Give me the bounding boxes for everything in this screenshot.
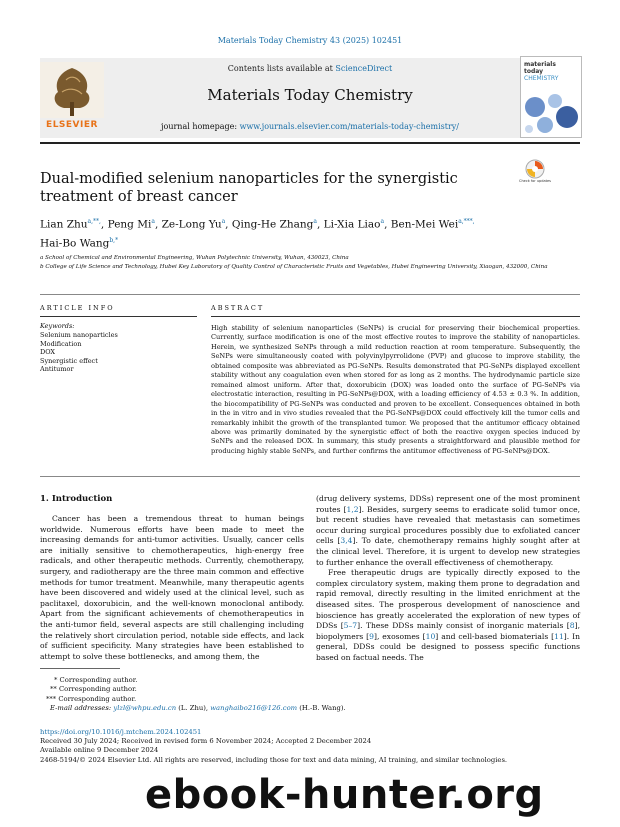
journal-citation: Materials Today Chemistry 43 (2025) 102451 [217, 36, 403, 45]
cover-art [521, 87, 581, 137]
email-label: E-mail addresses: [50, 704, 114, 713]
affiliation-a: a School of Chemical and Environmental Engineering, Wuhan Polytechnic University, Wuhan, 430023, China [40, 255, 349, 261]
abstract-bottom-rule [40, 476, 580, 477]
author-name[interactable]: Qing-He Zhang [231, 218, 314, 231]
keyword-item: DOX [40, 348, 56, 357]
author-affiliation-marker[interactable]: a [151, 218, 155, 225]
section-heading-introduction: 1. Introduction [40, 494, 113, 504]
keyword-item: Antitumor [40, 365, 74, 374]
affiliation-b: b College of Life Science and Technology, Hubei Key Laboratory of Quality Control of Characteristic Fruits and Vegetables, Hubei Engineering University, Xiaogan, 432000, China [40, 264, 548, 270]
section-top-rule [40, 294, 580, 295]
author-affiliation-marker[interactable]: a,***, [458, 218, 475, 225]
article-dates [40, 737, 507, 765]
received-dates: Received 30 July 2024; Received in revised form 6 November 2024; Accepted 2 December 2024 [40, 737, 372, 745]
email-owner: (H.-B. Wang). [297, 704, 346, 713]
text-run: ]. In general, DDSs could be designed to possess specific functions based on factual needs. The [316, 631, 581, 662]
keyword-item: Modification [40, 339, 82, 348]
footnote-corresponding-1: * Corresponding author. [54, 676, 138, 684]
reference-link[interactable]: 3,4 [340, 536, 353, 546]
author-affiliation-marker[interactable]: a [221, 218, 226, 225]
contents-line [104, 64, 516, 73]
cover-line1: materials [524, 61, 556, 68]
text-run: (drug delivery systems, DDSs) represent one of the most prominent routes [ [316, 494, 580, 514]
homepage-prefix: journal homepage: [161, 122, 240, 131]
reference-link[interactable]: 10 [425, 631, 436, 641]
homepage-link[interactable]: www.journals.elsevier.com/materials-today-chemistry/ [239, 122, 459, 131]
footnote-corresponding-3: *** Corresponding author. [46, 694, 137, 703]
author-name[interactable]: Peng Mi [107, 218, 152, 231]
footnote-corresponding-2: ** Corresponding author. [50, 685, 137, 694]
footnote-rule [40, 668, 120, 669]
paragraph: Cancer has been a tremendous threat to human beings worldwide. Numerous efforts have been made to meet the increasing demands for anti-tumor activities. Usually, cancer cells are initially sensitive to chemotherapeutics, high-energy free radicals, and other therapeutic methods. Currently, chemotherapy, surgery, and radiotherapy are the three main common and effective methods for tumor treatment. Meanwhile, many therapeutic agents have been discovered and widely used at the clinical level, such as paclitaxel, doxorubicin, and the well-known monoclonal antibody. Apart from the significant achievements of chemotherapeutics in the anti-tumor field, several aspects are still challenging including the relatively short circulation period, notable side effects, and lack of sufficient specificity. Many strategies have been established to attempt to solve these bottlenecks, and among them, the [40, 514, 304, 661]
publisher-name: ELSEVIER [46, 120, 98, 130]
body-column-left [40, 514, 304, 662]
check-updates-label: Check for updates [519, 179, 551, 183]
keywords-label: Keywords: [40, 322, 75, 330]
paper-title: Dual-modified selenium nanoparticles for the synergistic treatment of breast cancer [40, 171, 458, 205]
keyword-list [40, 331, 118, 374]
affiliations [40, 254, 580, 272]
text-run: ]. To date, chemotherapy remains highly sought after at the clinical level. Therefore, it is urgent to develop new strategies to further enhance the overall effectiveness of chemotherapy. [316, 536, 580, 567]
author-list: Lian Zhu$^{a,**,}$, Peng Mi$^a$, Ze-Long Yu$^a$, Qing-He Zhang$^a$, Li-Xia Liao$^a$, Ben-Mei Wei$^{a,***,}$ Hai-Bo Wang$^{b,*}$ [40, 218, 475, 249]
copyright-notice: 2468-5194/© 2024 Elsevier Ltd. All rights are reserved, including those for text and data mining, AI training, and similar technologies. [40, 755, 508, 764]
author-affiliation-marker[interactable]: b,* [109, 236, 119, 244]
author-name[interactable]: Lian Zhu [40, 218, 88, 231]
text-run: ]. These DDSs mainly consist of inorganic materials [ [357, 621, 570, 631]
watermark-text: ebook-hunter.org [145, 772, 544, 818]
text-run: ], exosomes [ [373, 631, 426, 641]
reference-link[interactable]: 9 [369, 631, 374, 641]
footnotes [40, 676, 346, 714]
reference-link[interactable]: 8 [569, 621, 575, 631]
cover-line3: CHEMISTRY [524, 75, 559, 82]
header-divider [40, 142, 580, 144]
email-link[interactable]: ylzl@whpu.edu.cn [113, 704, 177, 713]
article-info-heading: ARTICLE INFO [40, 304, 115, 312]
reference-link[interactable]: 11 [554, 631, 564, 641]
author-affiliation-marker[interactable]: a,**, [87, 218, 101, 225]
available-online: Available online 9 December 2024 [40, 746, 159, 755]
text-run: ]. Besides, surgery seems to eradicate solid tumor once, but recent studies have revealed that metastasis can sometimes occur during surgical procedures possibly due to exfoliated cancer cells [ [316, 504, 580, 546]
doi-link[interactable]: https://doi.org/10.1016/j.mtchem.2024.102451 [40, 728, 202, 736]
author-name[interactable]: Li-Xia Liao [323, 218, 381, 231]
paragraph [316, 494, 580, 568]
cover-title [524, 61, 578, 82]
email-link[interactable]: wanghaibo216@126.com [210, 704, 298, 713]
author-affiliation-marker[interactable]: a [313, 218, 317, 225]
contents-prefix: Contents lists available at [227, 64, 336, 73]
keyword-item: Synergistic effect [40, 356, 98, 365]
email-owner: (L. Zhu), [176, 704, 211, 713]
cover-line2: today [524, 68, 544, 75]
abstract-text: High stability of selenium nanoparticles (SeNPs) is crucial for preserving their biochemical properties. Currently, surface modification is one of the most effective routes to improve the stability of nanoparticles. Herein, we synthesized SeNPs through a mild reduction reaction at room temperature. Subsequently, the SeNPs were simultaneously coated with polyvinylpyrrolidone (PVP) and glucose to improve stability, the obtained composite was abbreviated as PG-SeNPs. Results demonstrated that PG-SeNPs displayed excellent stability without any coagulation even when stored for as long as 2 months. The hydrodynamic particle size remained almost uniform. After that, doxorubicin (DOX) was loaded onto the surface of PG-SeNPs via electrostatic interaction, resulting in PG-SeNPs@DOX, with a loading efficiency of 4.53 ± 0.3 %. In addition, the biocompatibility of PG-SeNPs was conducted and proven to be excellent. Consequences obtained in both in the in vitro and in vivo studies revealed that the PG-SeNPs@DOX could effectively kill the tumor cells and remarkably inhibit the growth of the transplanted tumor. We proposed that the antitumor efficacy obtained above was primarily dominated by the synergistic effect of both the reactive oxygen species induced by SeNPs and the released DOX. In summary, this study presents a straightforward and plausible method for producing highly stable SeNPs, and further confirms the antitumor effectiveness of PG-SeNPs@DOX. [211, 324, 580, 455]
body-column-right [316, 494, 580, 664]
journal-title: Materials Today Chemistry [207, 86, 413, 104]
reference-link[interactable]: 1,2 [346, 504, 359, 514]
author-name[interactable]: Ze-Long Yu [161, 218, 222, 231]
footnote-emails [40, 704, 346, 713]
check-for-updates-icon[interactable] [519, 158, 551, 188]
author-name[interactable]: Ben-Mei Wei [390, 218, 459, 231]
text-run: ], biopolymers [ [316, 621, 581, 641]
paragraph [316, 568, 580, 663]
abstract-rule [211, 316, 580, 317]
abstract-heading: ABSTRACT [211, 304, 265, 312]
reference-link[interactable]: 5–7 [343, 621, 358, 631]
keyword-item: Selenium nanoparticles [40, 331, 118, 339]
journal-cover[interactable] [520, 56, 582, 138]
author-name[interactable]: Hai-Bo Wang [40, 237, 110, 249]
text-run: Free therapeutic drugs are typically directly exposed to the complex circulatory system, making them prone to degradation and rapid removal, directly resulting in the limited enrichment at the diseased sites. The prosperous development of nanoscience and bioscience has greatly accelerated the exploration of new types of DDSs [ [316, 568, 580, 631]
journal-homepage [104, 122, 516, 131]
author-affiliation-marker[interactable]: a [380, 218, 385, 225]
text-run: ] and cell-based biomaterials [ [435, 631, 555, 641]
article-info-rule [40, 316, 197, 317]
sciencedirect-link[interactable]: ScienceDirect [335, 64, 393, 73]
